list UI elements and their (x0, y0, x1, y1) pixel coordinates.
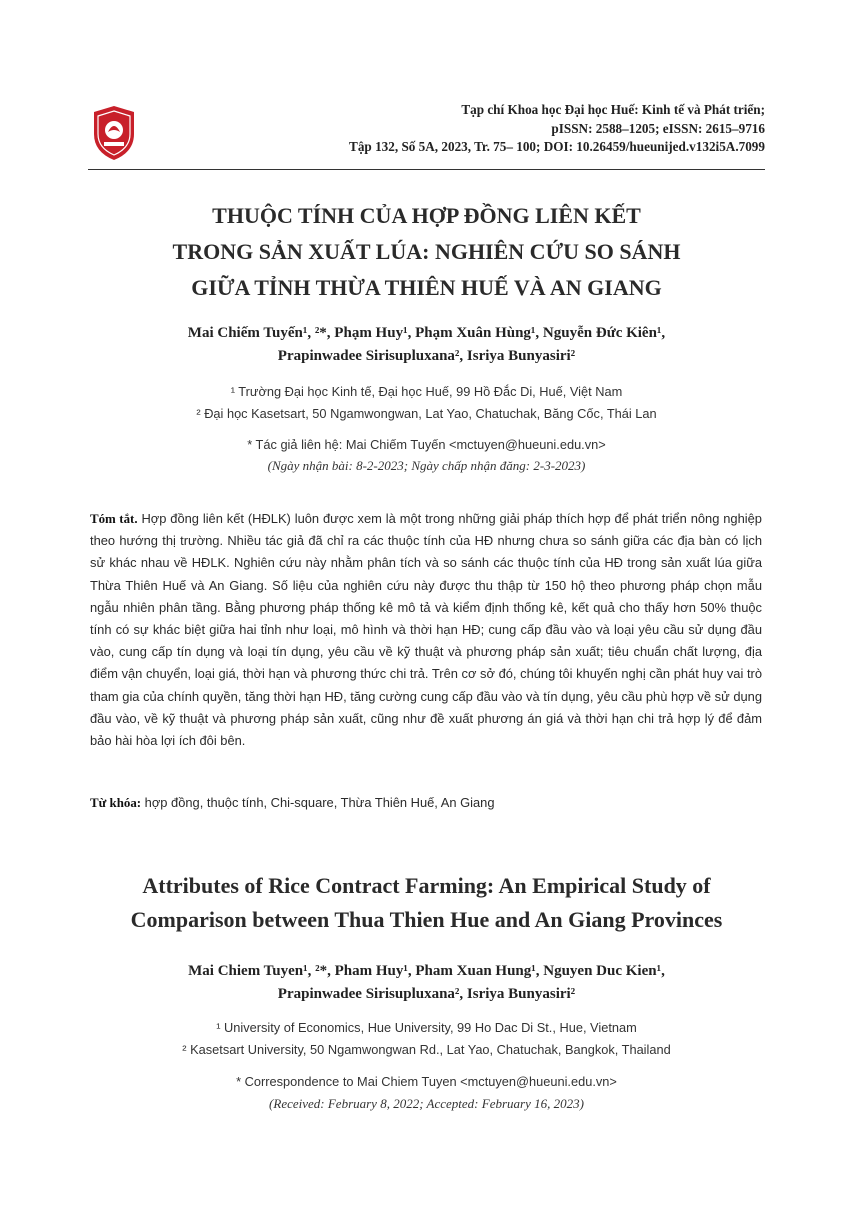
keywords (90, 792, 762, 814)
dates-en: (Received: February 8, 2022; Accepted: February 16, 2023) (269, 1096, 584, 1111)
correspondence-en: * Correspondence to Mai Chiem Tuyen <mctuyen@hueuni.edu.vn> (236, 1074, 617, 1089)
header-divider (88, 169, 765, 170)
keywords-text: hợp đồng, thuộc tính, Chi-square, Thừa Thiên Huế, An Giang (144, 795, 495, 810)
title-vn-line1: THUỘC TÍNH CỦA HỢP ĐỒNG LIÊN KẾT (212, 203, 641, 228)
title-vn-line3: GIỮA TỈNH THỪA THIÊN HUẾ VÀ AN GIANG (191, 275, 662, 300)
affiliation-vn-2: ² Đại học Kasetsart, 50 Ngamwongwan, Lat Yao, Chatuchak, Băng Cốc, Thái Lan (196, 406, 657, 421)
paper-title-vn (88, 198, 765, 306)
keywords-label: Từ khóa: (90, 796, 142, 810)
journal-info (349, 101, 765, 157)
journal-volume-doi: Tập 132, Số 5A, 2023, Tr. 75– 100; DOI: 10.26459/hueunijed.v132i5A.7099 (349, 139, 765, 154)
affiliations-vn (88, 381, 765, 425)
authors-vn-line1: Mai Chiếm Tuyến¹, ²*, Phạm Huy¹, Phạm Xuân Hùng¹, Nguyễn Đức Kiên¹, (187, 325, 666, 341)
affiliation-en-1: ¹ University of Economics, Hue University, 99 Ho Dac Di St., Hue, Vietnam (216, 1020, 637, 1035)
abstract (90, 508, 762, 752)
affiliation-vn-1: ¹ Trường Đại học Kinh tế, Đại học Huế, 99 Hồ Đắc Di, Huế, Việt Nam (230, 384, 623, 399)
authors-en-line2: Prapinwadee Sirisupluxana², Isriya Bunyasiri² (277, 986, 576, 1002)
dates-vn: (Ngày nhận bài: 8-2-2023; Ngày chấp nhận đăng: 2-3-2023) (267, 458, 586, 473)
title-en-line1: Attributes of Rice Contract Farming: An Empirical Study of (142, 873, 711, 898)
paper-title-en (88, 869, 765, 937)
abstract-text: Hợp đồng liên kết (HĐLK) luôn được xem là một trong những giải pháp thích hợp để phát triển nông nghiệp theo hướng thị trường. Nhiều tác giả đã chỉ ra các thuộc tính của HĐ nhưng chưa so sánh giữa các địa bàn có lịch sử khác nhau về HĐLK. Nghiên cứu này nhằm phân tích và so sánh các thuộc tính của HĐ trong sản xuất lúa giữa Thừa Thiên Huế và An Giang. Số liệu của nghiên cứu này được thu thập từ 150 hộ theo phương pháp chọn mẫu ngẫu nhiên phân tầng. Bằng phương pháp thống kê mô tả và kiểm định thống kê, kết quả cho thấy hơn 50% thuộc tính có sự khác biệt giữa hai tỉnh như loại, mô hình và thời hạn HĐ; cung cấp đầu vào và loại yêu cầu sử dụng đầu vào, cung cấp tín dụng và loại tín dụng, yêu cầu về kỹ thuật và phương pháp sản xuất; tiêu chuẩn chất lượng, địa điểm vận chuyển, loại giá, thời hạn và phương thức chi trả. Trên cơ sở đó, chúng tôi khuyến nghị cần phát huy vai trò tham gia của chính quyền, tăng thời hạn HĐ, tăng cường cung cấp đầu vào và tín dụng, yêu cầu phù hợp về sử dụng đầu vào, về kỹ thuật và phương pháp sản xuất, cũng như đề xuất phương án giá và thời hạn chi trả hợp lý để đảm bảo hài hòa lợi ích đôi bên. (90, 511, 762, 749)
authors-vn-line2: Prapinwadee Sirisupluxana², Isriya Bunyasiri² (277, 348, 576, 364)
authors-en (88, 960, 765, 1006)
authors-vn (88, 322, 765, 368)
correspondence-vn: * Tác giả liên hệ: Mai Chiếm Tuyến <mctuyen@hueuni.edu.vn> (247, 437, 606, 452)
affiliations-en (88, 1017, 765, 1061)
title-vn-line2: TRONG SẢN XUẤT LÚA: NGHIÊN CỨU SO SÁNH (172, 239, 681, 264)
title-en-line2: Comparison between Thua Thien Hue and An Giang Provinces (130, 907, 723, 932)
university-seal-icon (90, 104, 138, 162)
abstract-label: Tóm tắt. (90, 512, 138, 526)
journal-name: Tạp chí Khoa học Đại học Huế: Kinh tế và Phát triển; (461, 102, 765, 117)
authors-en-line1: Mai Chiem Tuyen¹, ²*, Pham Huy¹, Pham Xuan Hung¹, Nguyen Duc Kien¹, (188, 963, 665, 979)
journal-issn: pISSN: 2588–1205; eISSN: 2615–9716 (551, 120, 765, 136)
affiliation-en-2: ² Kasetsart University, 50 Ngamwongwan Rd., Lat Yao, Chatuchak, Bangkok, Thailand (182, 1042, 671, 1057)
